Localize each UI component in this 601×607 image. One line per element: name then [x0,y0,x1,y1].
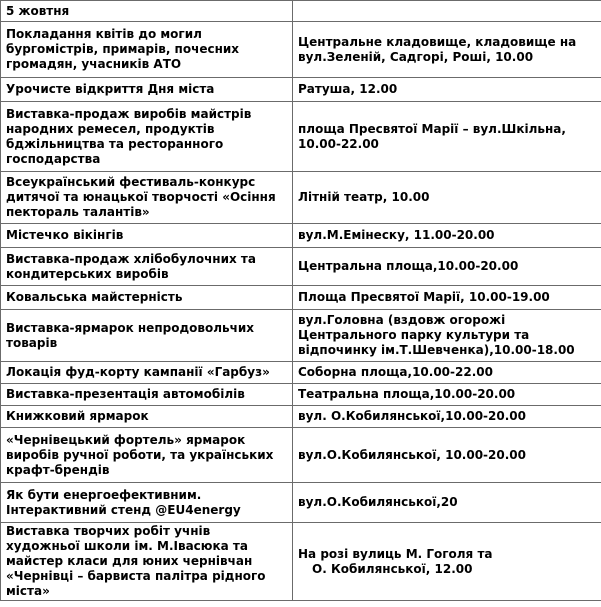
event-cell: Виставка-продаж виробів майстрів народних ремесел, продуктів бджільництва та ресторанного господарства [1,102,293,172]
event-cell: Покладання квітів до могил бургомістрів, примарів, почесних громадян, учасників АТО [1,22,293,78]
place-time-cell: вул.М.Емінеску, 11.00-20.00 [293,224,601,248]
place-time-cell: Соборна площа,10.00-22.00 [293,362,601,384]
event-cell: Містечко вікінгів [1,224,293,248]
place-line: На розі вулиць М. Гоголя та [298,546,493,561]
event-cell: Виставка-ярмарок непродовольчих товарів [1,310,293,362]
event-cell: «Чернівецький фортель» ярмарок виробів ручної роботи, та українських крафт-брендів [1,428,293,483]
table-row [1,483,601,523]
table-row [1,78,601,102]
place-time-cell: Літній театр, 10.00 [293,172,601,224]
place-time-cell: вул.Головна (вздовж огорожі Центрального парку культури та відпочинку ім.Т.Шевченка),10.00-18.00 [293,310,601,362]
table-row [1,22,601,78]
date-header-row [1,1,601,22]
date-header-cell: 5 жовтня [1,1,293,22]
place-time-cell: Театральна площа,10.00-20.00 [293,384,601,406]
event-cell: Книжковий ярмарок [1,406,293,428]
table-row [1,286,601,310]
event-cell: Виставка-презентація автомобілів [1,384,293,406]
event-cell: Як бути енергоефективним. Інтерактивний стенд @EU4energy [1,483,293,523]
table-row [1,310,601,362]
table-row [1,102,601,172]
place-time-cell: Ратуша, 12.00 [293,78,601,102]
table-row [1,384,601,406]
event-cell: Виставка-продаж хлібобулочних та кондитерських виробів [1,248,293,286]
place-line: О. Кобилянської, 12.00 [312,561,473,576]
event-cell: Локація фуд-корту кампанії «Гарбуз» [1,362,293,384]
empty-header-cell [293,1,601,22]
place-time-cell: вул. О.Кобилянської,10.00-20.00 [293,406,601,428]
table-row [1,406,601,428]
event-cell: Ковальська майстерність [1,286,293,310]
event-cell: Виставка творчих робіт учнів художньої школи ім. М.Івасюка та майстер класи для юних чернівчан «Чернівці – барвиста палітра рідного міста» [1,523,293,601]
table-row [1,172,601,224]
place-time-cell: Центральне кладовище, кладовище на вул.Зеленій, Садгорі, Роші, 10.00 [293,22,601,78]
table-row [1,428,601,483]
place-time-cell: Площа Пресвятої Марії, 10.00-19.00 [293,286,601,310]
table-row [1,362,601,384]
place-time-cell: площа Пресвятої Марії – вул.Шкільна, 10.00-22.00 [293,102,601,172]
place-time-cell: вул.О.Кобилянської, 10.00-20.00 [293,428,601,483]
table-row [1,523,601,601]
table-row [1,248,601,286]
place-time-cell [293,523,601,601]
event-cell: Всеукраїнський фестиваль-конкурс дитячої та юнацької творчості «Осіння пектораль талантів» [1,172,293,224]
place-time-cell: вул.О.Кобилянської,20 [293,483,601,523]
event-cell: Урочисте відкриття Дня міста [1,78,293,102]
table-row [1,224,601,248]
place-time-cell: Центральна площа,10.00-20.00 [293,248,601,286]
